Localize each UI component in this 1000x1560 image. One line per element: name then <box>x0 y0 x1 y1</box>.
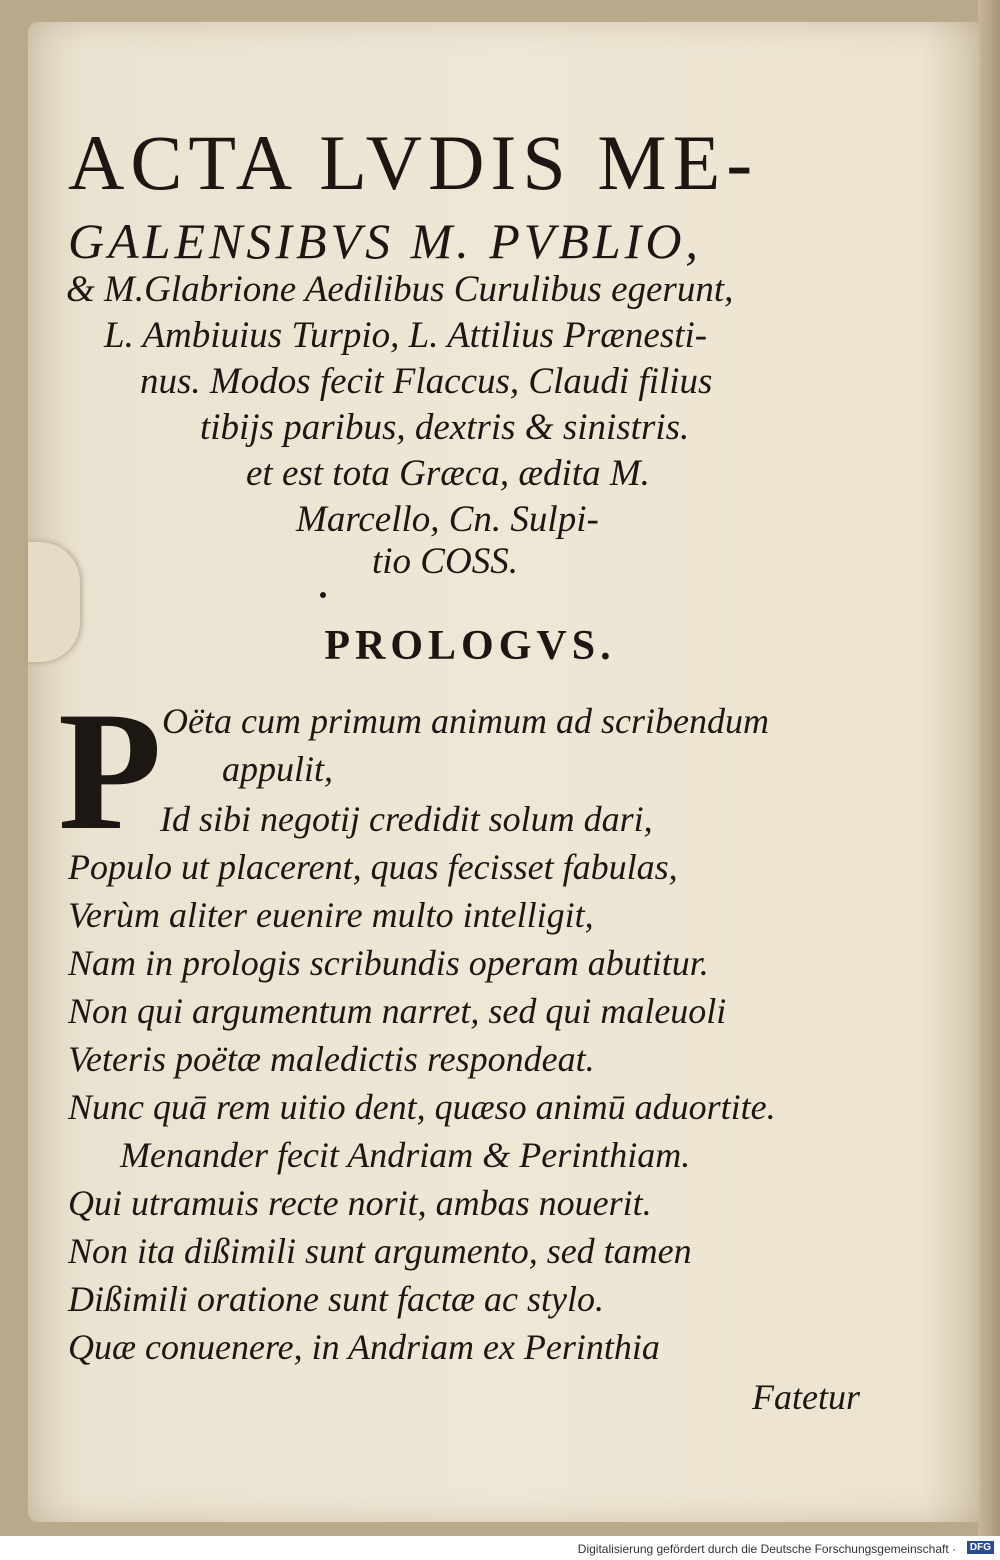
verse-line: Nam in prologis scribundis operam abutitur. <box>68 943 709 983</box>
heading-line: L. Ambiuius Turpio, L. Attilius Prænesti- <box>104 315 708 356</box>
verse-line: appulit, <box>222 749 334 789</box>
verse-line: Quæ conuenere, in Andriam ex Perinthia <box>68 1327 660 1367</box>
verse-line: Menander fecit Andriam & Perinthiam. <box>120 1135 691 1175</box>
verse-line: Non qui argumentum narret, sed qui maleuoli <box>68 991 727 1031</box>
section-title: PROLOGVS. <box>324 623 616 669</box>
title-line-1: ACTA LVDIS ME- <box>68 119 759 206</box>
heading-line: & M.Glabrione Aedilibus Curulibus egerunt, <box>66 269 734 310</box>
verse-line: Veteris poëtæ maledictis respondeat. <box>68 1039 595 1079</box>
verse-line: Oëta cum primum animum ad scribendum <box>162 701 769 741</box>
verse-line: Nunc quā rem uitio dent, quæso animū aduortite. <box>68 1087 776 1127</box>
drop-cap: P <box>58 677 162 865</box>
footer-credit: Digitalisierung gefördert durch die Deutsche Forschungsgemeinschaft · <box>577 1542 956 1556</box>
verse-line: Id sibi negotij credidit solum dari, <box>160 799 653 839</box>
verse-line: Qui utramuis recte norit, ambas nouerit. <box>68 1183 652 1223</box>
dfg-logo: DFG <box>967 1541 994 1554</box>
heading-line: tio COSS. <box>372 541 518 582</box>
footer <box>0 1538 1000 1560</box>
verse-line: Dißimili oratione sunt factæ ac stylo. <box>68 1279 604 1319</box>
title-line-2: GALENSIBVS M. PVBLIO, <box>68 213 702 269</box>
ornament-dot <box>320 592 326 598</box>
verse-line: Non ita dißimili sunt argumento, sed tamen <box>68 1231 692 1271</box>
heading-line: Marcello, Cn. Sulpi- <box>296 499 599 540</box>
verse-line: Populo ut placerent, quas fecisset fabulas, <box>68 847 678 887</box>
heading-line: nus. Modos fecit Flaccus, Claudi filius <box>140 361 713 402</box>
catchword: Fatetur <box>752 1377 860 1417</box>
heading-line: tibijs paribus, dextris & sinistris. <box>200 407 690 448</box>
verse-line: Verùm aliter euenire multo intelligit, <box>68 895 594 935</box>
heading-line: et est tota Græca, ædita M. <box>246 453 650 494</box>
